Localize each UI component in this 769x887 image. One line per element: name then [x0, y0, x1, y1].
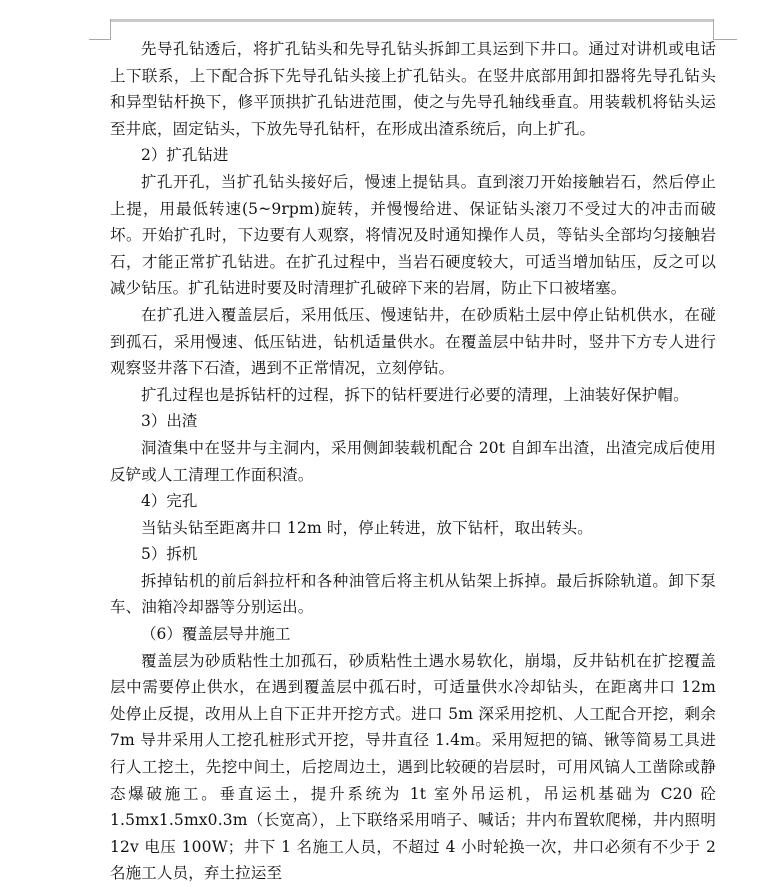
- margin-corner-mark-right-horizontal: [713, 39, 737, 40]
- paragraph-mucking: 洞渣集中在竖井与主洞内，采用侧卸装载机配合 20t 自卸车出渣，出渣完成后使用反铲或人工清理工作面积渣。: [110, 438, 716, 484]
- margin-corner-mark-left-horizontal: [89, 39, 111, 40]
- section-heading-overburden-guide-shaft: （6）覆盖层导井施工: [141, 625, 291, 644]
- paragraph-dismantling: 拆掉钻机的前后斜拉杆和各种油管后将主机从钻架上拆掉。最后拆除轨道。卸下泵车、油箱冷却器等分别运出。: [110, 571, 716, 617]
- document-body: [110, 36, 716, 887]
- paragraph-hole-completion: 当钻头钻至距离井口 12m 时，停止转进，放下钻杆，取出转头。: [141, 518, 593, 537]
- section-heading-reaming-drilling: 2）扩孔钻进: [141, 146, 229, 165]
- paragraph-overburden-guide-shaft: 覆盖层为砂质粘性土加孤石，砂质粘性土遇水易软化，崩塌，反井钻机在扩挖覆盖层中需要停止供水，在遇到覆盖层中孤石时，可适量供水冷却钻头，在距离井口 12m 处停止反提，改用从上自下正井开挖方式。进口 5m 深采用挖机、人工配合开挖，剩余 7m 导井采用人工挖孔桩形式开挖，导井直径 1.4m。采用短把的镐、锹等简易工具进行人工挖土，先挖中间土，后挖周边土，遇到比较硬的岩层时，可用风镐人工凿除或静态爆破施工。垂直运土，提升系统为 1t 室外吊运机，吊运机基础为 C20 砼 1.5mx1.5mx0.3m（长宽高），上下联络采用哨子、喊话；井内布置软爬梯，井内照明 12v 电压 100W；井下 1 名施工人员，不超过 4 小时轮换一次，井口必须有不少于 2 名施工人员，弃土拉运至: [110, 651, 716, 883]
- section-heading-hole-completion: 4）完孔: [141, 492, 198, 511]
- paragraph-reaming-start: 扩孔开孔，当扩孔钻头接好后，慢速上提钻具。直到滚刀开始接触岩石，然后停止上提，用最低转速(5~9rpm)旋转，并慢慢给进、保证钻头滚刀不受过大的冲击而破坏。开始扩孔时，下边要有人观察，将情况及时通知操作人员，等钻头全部均匀接触岩石，才能正常扩孔钻进。在扩孔过程中，当岩石硬度较大，可适当增加钻压，反之可以减少钻压。扩孔钻进时要及时清理扩孔破碎下来的岩屑，防止下口被堵塞。: [110, 172, 716, 298]
- section-heading-dismantling: 5）拆机: [141, 545, 198, 564]
- paragraph-pilot-hole-through: 先导孔钻透后，将扩孔钻头和先导孔钻头拆卸工具运到下井口。通过对讲机或电话上下联系，上下配合拆下先导孔钻头接上扩孔钻头。在竖井底部用卸扣器将先导孔钻头和异型钻杆换下，修平顶拱扩孔钻进范围，使之与先导孔轴线垂直。用装载机将钻头运至井底，固定钻头，下放先导孔钻杆，在形成出渣系统后，向上扩孔。: [110, 40, 716, 138]
- page-top-border: [110, 19, 713, 22]
- paragraph-overburden-reaming: 在扩孔进入覆盖层后，采用低压、慢速钻井，在砂质粘土层中停止钻机供水，在碰到孤石，采用慢速、低压钻进，钻机适量供水。在覆盖层中钻井时，竖井下方专人进行观察竖井落下石渣，遇到不正常情况，立刻停钻。: [110, 305, 716, 378]
- paragraph-rod-removal: 扩孔过程也是拆钻杆的过程，拆下的钻杆要进行必要的清理，上油装好保护帽。: [141, 385, 689, 404]
- section-heading-mucking: 3）出渣: [141, 412, 198, 431]
